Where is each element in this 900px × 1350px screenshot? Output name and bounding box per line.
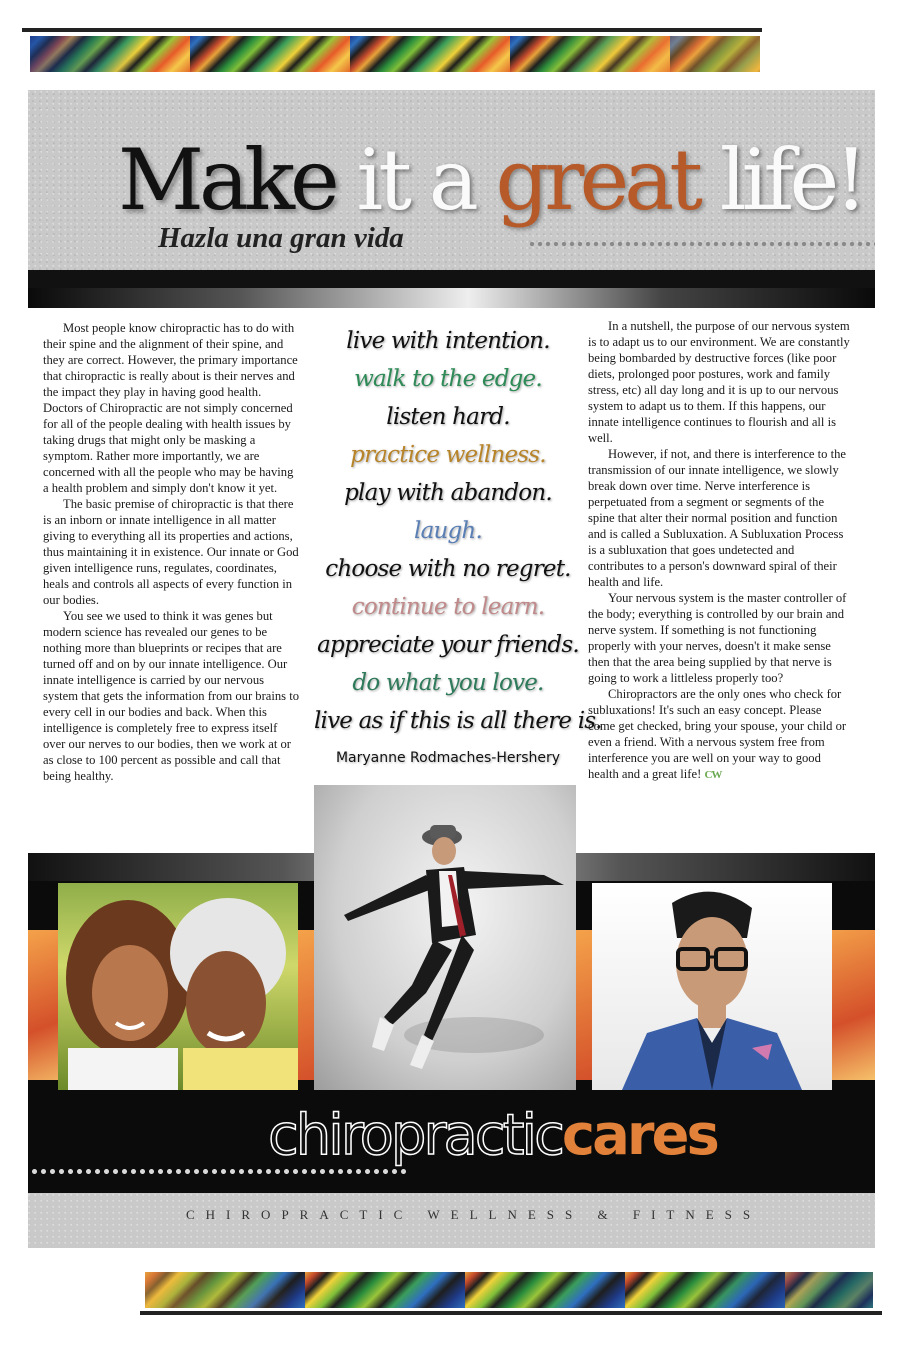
header-black-bar [28, 270, 875, 288]
manifesto-line: walk to the edge. [354, 366, 542, 392]
header-chrome-bar [28, 288, 875, 308]
photo-man-glasses [592, 883, 832, 1090]
page-title [118, 131, 863, 229]
dancer-illustration [314, 785, 576, 1090]
photo-dancer [314, 785, 576, 1090]
left-paragraph-3: You see we used to think it was genes but modern science has revealed our genes to be nothing more than blueprints or recipes that are turned off and on by our innate intelligence. Our innate intelligence is carried by our nervous system that gets the information from our brains to every cell in our bodies and back. When this intelligence is completely free to express itself over our nerves to our bodies, then we work at or as close to 100 percent as possible and call that being healthy. [43, 609, 300, 783]
manifesto-line: live as if this is all there is. [314, 708, 602, 734]
manifesto-author: Maryanne Rodmaches-Hershery [335, 750, 561, 766]
brand-cares: cares [561, 1103, 717, 1168]
title-life: life! [719, 131, 863, 229]
man-illustration [592, 883, 832, 1090]
manifesto-line: live with intention. [346, 328, 550, 354]
manifesto-line: do what you love. [352, 670, 544, 696]
page-subtitle: Hazla una gran vida [158, 222, 404, 254]
bottom-color-stripe [145, 1272, 873, 1308]
right-article-column [588, 318, 850, 783]
bottom-rule [140, 1311, 882, 1315]
manifesto-line: choose with no regret. [325, 556, 571, 582]
top-color-stripe [30, 36, 760, 72]
manifesto-line: laugh. [414, 518, 482, 544]
manifesto-line: continue to learn. [351, 594, 545, 620]
two-women-illustration [58, 883, 298, 1090]
footer-tagline: CHIROPRACTIC WELLNESS & FITNESS [186, 1207, 762, 1222]
right-paragraph-4-text: Chiropractors are the only ones who check for subluxations! It's such an easy concept. Please come get checked, bring your spouse, your child or even a friend. With a nervous system free from interference you are well on your way to good health and a great life! [588, 687, 847, 781]
right-paragraph-3: Your nervous system is the master controller of the body; everything is controlled by our brain and nerve system. If something is not functioning properly with your nerves, doesn't it make sense then that the area being supplied by that nerve is going to work a littleless properly too? [588, 591, 847, 685]
header-dotted-line [528, 241, 875, 247]
photo-two-women [58, 883, 298, 1090]
title-make: Make [118, 131, 335, 229]
manifesto-block [314, 322, 602, 766]
manifesto-line: practice wellness. [350, 442, 546, 468]
brand-logo [268, 1103, 717, 1168]
manifesto-line: appreciate your friends. [317, 632, 579, 658]
right-paragraph-2: However, if not, and there is interference to the transmission of our innate intelligence, we slowly break down over time. Nerve interference is perpetuated from a segment or segments of the spine that alter their normal position and function and is called a Subluxation. A Subluxation Process is a subluxation that goes undetected and contributes to a person's downward spiral of their health and life. [588, 447, 846, 589]
manifesto-line: listen hard. [386, 404, 510, 430]
title-great: great [495, 131, 698, 229]
title-it-a: it a [356, 131, 474, 229]
brand-chiropractic: chiropractic [268, 1103, 562, 1168]
manifesto-line: play with abandon. [344, 480, 552, 506]
brand-dotted-line [30, 1168, 410, 1175]
right-paragraph-4 [588, 686, 850, 783]
left-paragraph-2: The basic premise of chiropractic is that there is an inborn or innate intelligence in all matter giving to everything all its properties and actions, thus maintaining it in existence. Our innate or God given intelligence runs, regulates, coordinates, heals and controls all aspects of every function in our bodies. [43, 497, 299, 607]
top-rule [22, 28, 762, 32]
left-paragraph-1: Most people know chiropractic has to do with their spine and the alignment of their spine, and they are correct. However, the primary importance that chiropractic is really about is their nerves and the impact they play in having good health. Doctors of Chiropractic are not simply concerned for all of the people dealing with health issues by taking drugs that might only be masking a symptom. Rather more importantly, we are concerned with all the people who may be having a health problem and simply don't know it yet. [43, 321, 298, 495]
right-paragraph-1: In a nutshell, the purpose of our nervous system is to adapt us to our environment. We are constantly being bombarded by destructive forces (like poor diets, prolonged poor postures, work and family stress, etc) all day long and it is up to our nervous system to adapt us to them. If this happens, our innate intelligence continues to flourish and all is well. [588, 319, 850, 445]
left-article-column [43, 320, 301, 784]
cw-logo: CW [704, 769, 722, 781]
